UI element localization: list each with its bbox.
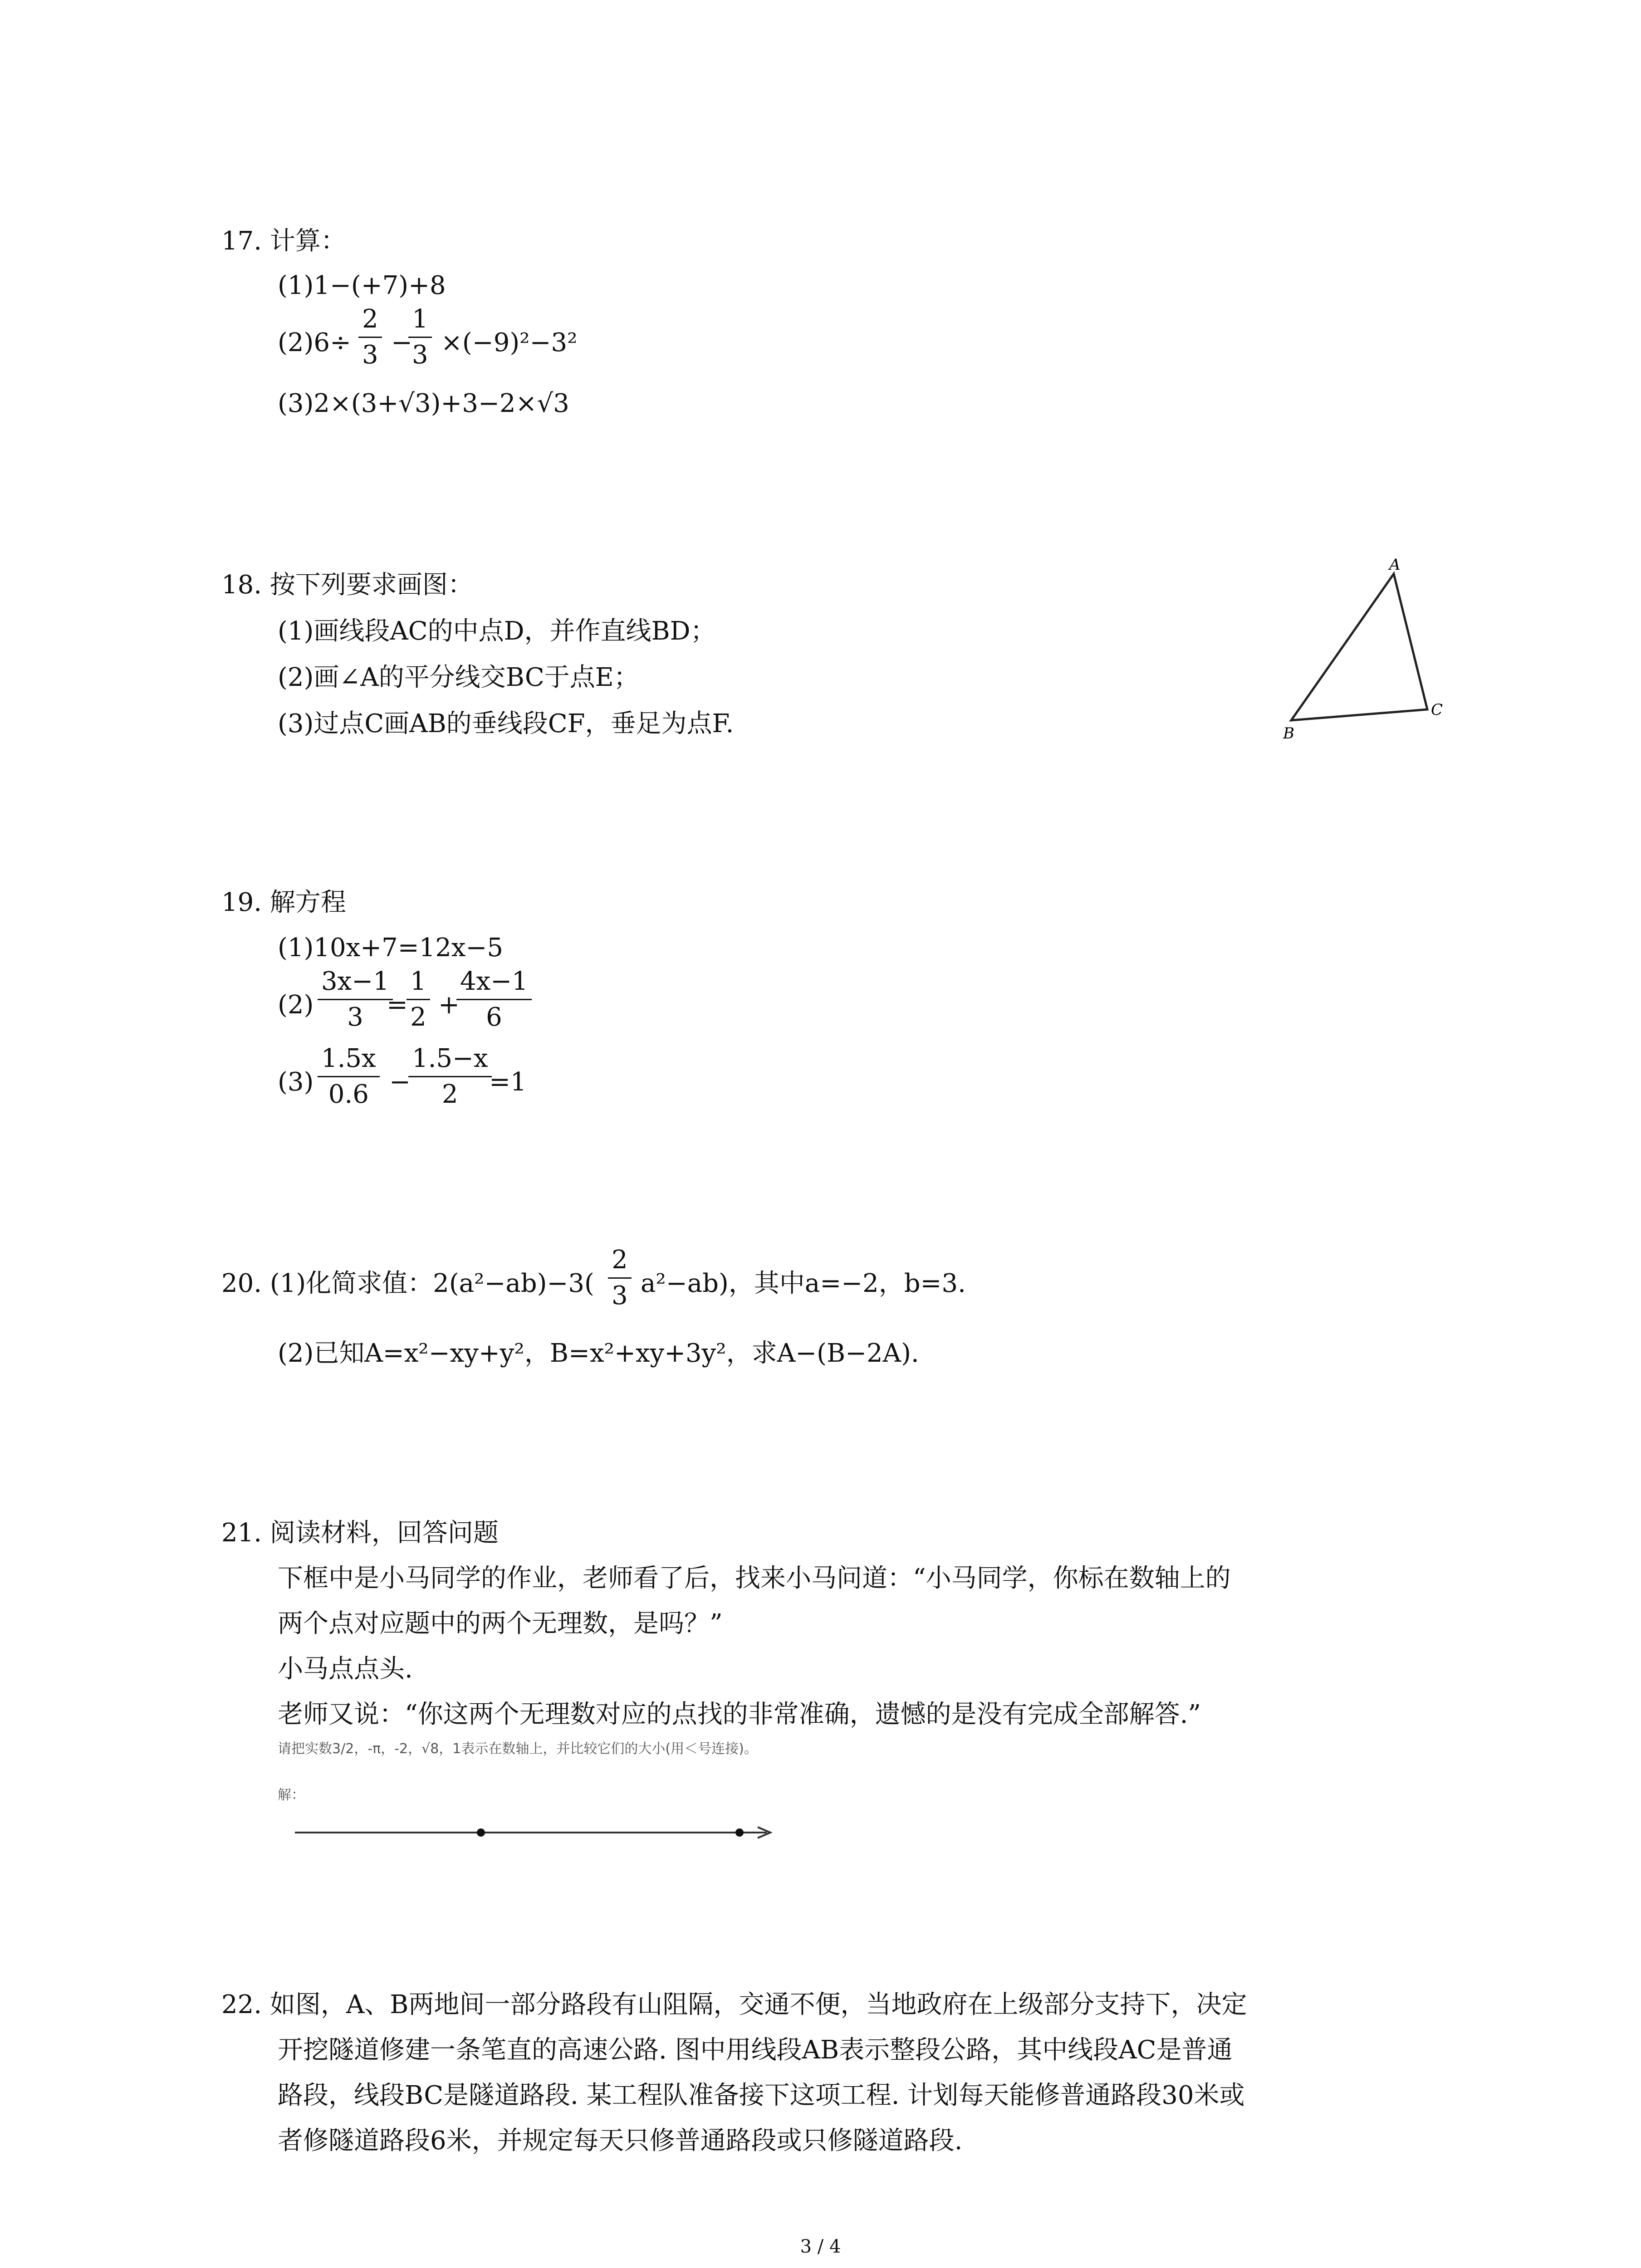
fraction-numerator: 1.5−x xyxy=(408,1044,492,1077)
q17-part2-suffix: ×(−9)²−3² xyxy=(441,328,578,357)
q19-part2-fraction1 xyxy=(318,967,393,1032)
fraction-numerator: 3x−1 xyxy=(318,967,393,1000)
q18-title: 18. 按下列要求画图： xyxy=(221,570,473,600)
triangle-abc xyxy=(1291,574,1427,720)
number-line xyxy=(290,1819,780,1846)
q20-part2: (2)已知A=x²−xy+y²，B=x²+xy+3y²，求A−(B−2A). xyxy=(278,1339,919,1368)
fraction-numerator: 4x−1 xyxy=(456,967,532,1000)
page-number: 3 / 4 xyxy=(800,2236,841,2257)
q22-line1: 22. 如图，A、B两地间一部分路段有山阻隔，交通不便，当地政府在上级部分支持下，决定 xyxy=(221,1990,1247,2019)
vertex-label-c: C xyxy=(1431,701,1443,719)
fraction-numerator: 1 xyxy=(408,305,432,338)
q18-part3: (3)过点C画AB的垂线段CF，垂足为点F. xyxy=(278,709,734,738)
q21-line4: 老师又说：“你这两个无理数对应的点找的非常准确，遗憾的是没有完成全部解答.” xyxy=(278,1700,1201,1729)
q17-part1: (1)1−(+7)+8 xyxy=(278,271,446,300)
q19-part3-fraction2 xyxy=(408,1044,492,1109)
number-line-point xyxy=(735,1828,744,1837)
q19-part3-prefix: (3) xyxy=(278,1067,314,1097)
fraction-numerator: 2 xyxy=(608,1246,632,1279)
triangle-abc-figure xyxy=(1279,553,1470,744)
q20-part1-prefix: 20. (1)化简求值：2(a²−ab)−3( xyxy=(221,1269,594,1298)
vertex-label-b: B xyxy=(1283,724,1294,743)
q21-homework-solution-label: 解： xyxy=(278,1787,305,1803)
q21-line2: 两个点对应题中的两个无理数，是吗？” xyxy=(278,1609,723,1638)
q19-title: 19. 解方程 xyxy=(221,888,346,917)
q19-part3-suffix: =1 xyxy=(489,1067,527,1097)
q19-part2-fraction2 xyxy=(407,967,430,1032)
q21-title: 21. 阅读材料，回答问题 xyxy=(221,1518,499,1548)
q17-title: 17. 计算： xyxy=(221,226,346,256)
q20-part1-fraction xyxy=(608,1246,632,1310)
fraction-numerator: 1 xyxy=(407,967,430,1000)
q17-part2-prefix: (2)6÷ xyxy=(278,328,351,357)
fraction-denominator: 3 xyxy=(347,1002,363,1032)
fraction-denominator: 3 xyxy=(412,340,428,370)
fraction-denominator: 0.6 xyxy=(328,1080,369,1109)
fraction-numerator: 1.5x xyxy=(318,1044,380,1077)
q19-part2-plus: + xyxy=(438,990,460,1020)
number-line-point xyxy=(477,1828,485,1837)
q18-part2: (2)画∠A的平分线交BC于点E； xyxy=(278,663,639,692)
q21-homework-prompt: 请把实数3/2，-π，-2，√8，1表示在数轴上，并比较它们的大小(用＜号连接)。 xyxy=(278,1741,758,1757)
vertex-label-a: A xyxy=(1389,556,1401,574)
fraction-denominator: 6 xyxy=(486,1002,502,1032)
fraction-denominator: 2 xyxy=(410,1002,426,1032)
q21-line1: 下框中是小马同学的作业，老师看了后，找来小马问道：“小马同学，你标在数轴上的 xyxy=(278,1564,1231,1593)
q20-part1-suffix: a²−ab)，其中a=−2，b=3. xyxy=(641,1269,966,1298)
q17-part2-fraction1 xyxy=(358,305,382,370)
q22-line4: 者修隧道路段6米，并规定每天只修普通路段或只修隧道路段. xyxy=(278,2126,963,2156)
q19-part2-fraction3 xyxy=(456,967,532,1032)
fraction-denominator: 3 xyxy=(612,1281,628,1310)
q19-part2-equals: = xyxy=(387,990,408,1020)
fraction-denominator: 2 xyxy=(441,1080,458,1109)
q19-part3-fraction1 xyxy=(318,1044,380,1109)
fraction-numerator: 2 xyxy=(358,305,382,338)
q19-part1: (1)10x+7=12x−5 xyxy=(278,933,504,963)
q21-line3: 小马点点头. xyxy=(278,1654,413,1684)
q17-part2-fraction2 xyxy=(408,305,432,370)
q19-part2-prefix: (2) xyxy=(278,990,314,1020)
q18-part1: (1)画线段AC的中点D，并作直线BD； xyxy=(278,616,716,646)
q19-part3-minus: − xyxy=(389,1067,411,1097)
q17-part3: (3)2×(3+√3)+3−2×√3 xyxy=(278,389,569,418)
fraction-denominator: 3 xyxy=(362,340,378,370)
q22-line2: 开挖隧道修建一条笔直的高速公路. 图中用线段AB表示整段公路，其中线段AC是普通 xyxy=(278,2035,1233,2065)
q22-line3: 路段，线段BC是隧道路段. 某工程队准备接下这项工程. 计划每天能修普通路段30米或 xyxy=(278,2081,1245,2110)
q17-part2-minus: − xyxy=(391,328,412,357)
